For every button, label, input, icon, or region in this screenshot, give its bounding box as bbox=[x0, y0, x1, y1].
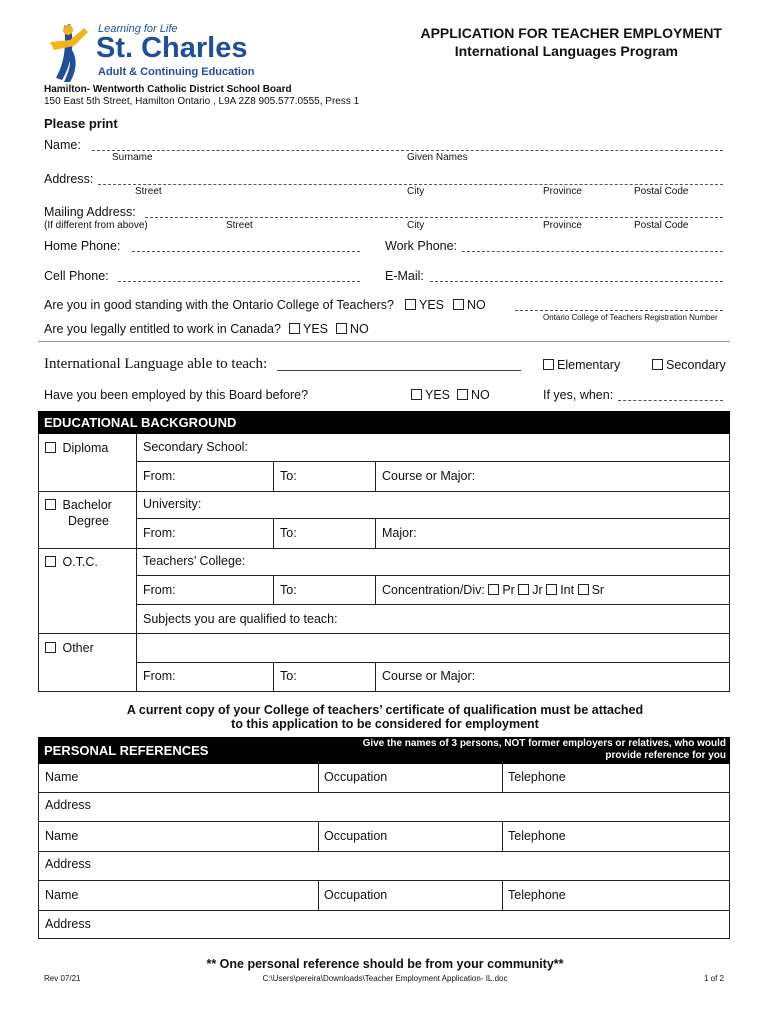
mailing-field[interactable] bbox=[145, 217, 723, 218]
legal-yes-option[interactable]: YES bbox=[289, 322, 328, 336]
language-field[interactable] bbox=[277, 370, 521, 371]
edu-from-to-divider bbox=[273, 662, 274, 692]
employed-no-option[interactable]: NO bbox=[457, 388, 490, 402]
ref-row-sep bbox=[38, 851, 730, 852]
education-header: EDUCATIONAL BACKGROUND bbox=[38, 411, 730, 434]
oct-number-caption: Ontario College of Teachers Registration Number bbox=[543, 313, 718, 322]
ref-col-divider bbox=[502, 764, 503, 792]
board-address: 150 East 5th Street, Hamilton Ontario , L9A 2Z8 905.577.0555, Press 1 bbox=[44, 96, 360, 107]
standing-yes-option[interactable]: YES bbox=[405, 298, 444, 312]
checkbox-icon bbox=[336, 323, 347, 334]
postal-caption: Postal Code bbox=[634, 186, 689, 197]
if-different-caption: (If different from above) bbox=[44, 220, 148, 231]
home-phone-field[interactable] bbox=[132, 251, 360, 252]
ref1-name-label: Name bbox=[45, 770, 79, 784]
ref-col-divider bbox=[318, 880, 319, 910]
employed-question: Have you been employed by this Board before? bbox=[44, 388, 309, 402]
legal-question: Are you legally entitled to work in Canada? bbox=[44, 322, 281, 336]
otc-from-label: From: bbox=[143, 583, 176, 597]
int-option[interactable]: Int bbox=[546, 583, 574, 597]
edu-from-to-divider bbox=[273, 518, 274, 548]
checkbox-icon bbox=[578, 584, 589, 595]
diploma-to-label: To: bbox=[280, 469, 297, 483]
oct-number-field[interactable] bbox=[515, 310, 723, 311]
street-caption: Street bbox=[135, 186, 162, 197]
other-to-label: To: bbox=[280, 669, 297, 683]
page-number: 1 of 2 bbox=[703, 974, 724, 983]
diploma-from-label: From: bbox=[143, 469, 176, 483]
edu-from-to-divider bbox=[273, 461, 274, 491]
edu-inner-sep bbox=[136, 575, 730, 576]
checkbox-icon bbox=[45, 442, 56, 453]
work-phone-field[interactable] bbox=[462, 251, 723, 252]
bachelor-from-label: From: bbox=[143, 526, 176, 540]
ref1-address-label: Address bbox=[45, 798, 91, 812]
surname-caption: Surname bbox=[112, 152, 153, 163]
divider bbox=[38, 341, 730, 342]
given-names-caption: Given Names bbox=[407, 152, 468, 163]
other-from-label: From: bbox=[143, 669, 176, 683]
pr-option[interactable]: Pr bbox=[488, 583, 515, 597]
board-name: Hamilton- Wentworth Catholic District School Board bbox=[44, 84, 292, 95]
edu-row-sep bbox=[38, 633, 730, 634]
jr-option[interactable]: Jr bbox=[518, 583, 542, 597]
ref-col-divider bbox=[318, 821, 319, 851]
if-yes-when-field[interactable] bbox=[618, 400, 723, 401]
checkbox-icon bbox=[518, 584, 529, 595]
logo-sub: Adult & Continuing Education bbox=[98, 66, 255, 78]
otc-option[interactable]: O.T.C. bbox=[45, 555, 98, 569]
checkbox-icon bbox=[453, 299, 464, 310]
mailing-label: Mailing Address: bbox=[44, 205, 136, 219]
diploma-course-label: Course or Major: bbox=[382, 469, 476, 483]
cell-phone-field[interactable] bbox=[118, 281, 360, 282]
checkbox-icon bbox=[289, 323, 300, 334]
ref-row-sep bbox=[38, 910, 730, 911]
email-field[interactable] bbox=[430, 281, 723, 282]
form-subtitle: International Languages Program bbox=[454, 43, 678, 59]
if-yes-when-label: If yes, when: bbox=[543, 388, 614, 402]
edu-to-course-divider bbox=[375, 461, 376, 491]
ref-row-sep bbox=[38, 880, 730, 881]
mailing-street-caption: Street bbox=[226, 220, 253, 231]
ref2-address-label: Address bbox=[45, 857, 91, 871]
checkbox-icon bbox=[45, 642, 56, 653]
legal-no-option[interactable]: NO bbox=[336, 322, 369, 336]
concentration-row bbox=[382, 583, 604, 597]
other-course-label: Course or Major: bbox=[382, 669, 476, 683]
edu-to-course-divider bbox=[375, 662, 376, 692]
checkbox-icon bbox=[45, 499, 56, 510]
edu-inner-sep bbox=[136, 461, 730, 462]
subjects-label: Subjects you are qualified to teach: bbox=[143, 612, 338, 626]
standing-question: Are you in good standing with the Ontario College of Teachers? bbox=[44, 298, 394, 312]
ref1-telephone-label: Telephone bbox=[508, 770, 566, 784]
ref2-telephone-label: Telephone bbox=[508, 829, 566, 843]
ref3-occupation-label: Occupation bbox=[324, 888, 388, 902]
mailing-postal-caption: Postal Code bbox=[634, 220, 689, 231]
references-note-2: provide reference for you bbox=[605, 750, 726, 761]
notice-line1: A current copy of your College of teachers’ certificate of qualification must be attached bbox=[126, 703, 644, 717]
logo-tagline: Learning for Life bbox=[98, 23, 178, 35]
checkbox-icon bbox=[652, 359, 663, 370]
language-label: International Language able to teach: bbox=[44, 356, 268, 372]
revision: Rev 07/21 bbox=[44, 974, 81, 983]
standing-no-option[interactable]: NO bbox=[453, 298, 486, 312]
ref2-occupation-label: Occupation bbox=[324, 829, 388, 843]
mailing-province-caption: Province bbox=[543, 220, 582, 231]
university-label: University: bbox=[143, 497, 202, 511]
logo bbox=[44, 20, 254, 84]
notice-line2: to this application to be considered for employment bbox=[231, 717, 539, 731]
sr-option[interactable]: Sr bbox=[578, 583, 605, 597]
otc-to-label: To: bbox=[280, 583, 297, 597]
secondary-school-label: Secondary School: bbox=[143, 440, 248, 454]
checkbox-icon bbox=[488, 584, 499, 595]
ref3-telephone-label: Telephone bbox=[508, 888, 566, 902]
cell-phone-label: Cell Phone: bbox=[44, 269, 109, 283]
checkbox-icon bbox=[411, 389, 422, 400]
checkbox-icon bbox=[457, 389, 468, 400]
teachers-college-label: Teachers’ College: bbox=[143, 554, 246, 568]
bachelor-option[interactable]: Bachelor bbox=[45, 498, 112, 512]
email-label: E-Mail: bbox=[385, 269, 424, 283]
edu-inner-sep bbox=[136, 604, 730, 605]
logo-name: St. Charles bbox=[96, 32, 248, 64]
name-label: Name: bbox=[44, 138, 81, 152]
ref2-name-label: Name bbox=[45, 829, 79, 843]
bachelor-major-label: Major: bbox=[382, 526, 417, 540]
bachelor-option-line2: Degree bbox=[68, 514, 109, 528]
city-caption: City bbox=[407, 186, 425, 197]
edu-to-course-divider bbox=[375, 575, 376, 604]
bachelor-to-label: To: bbox=[280, 526, 297, 540]
diploma-option[interactable]: Diploma bbox=[45, 441, 108, 455]
community-note: ** One personal reference should be from your community** bbox=[206, 957, 564, 971]
edu-inner-sep bbox=[136, 662, 730, 663]
checkbox-icon bbox=[543, 359, 554, 370]
form-title: APPLICATION FOR TEACHER EMPLOYMENT bbox=[420, 25, 722, 41]
references-header: PERSONAL REFERENCES Give the names of 3 persons, NOT former employers or relatives, who would provide reference for you bbox=[38, 737, 730, 764]
ref-row-sep bbox=[38, 792, 730, 793]
secondary-option[interactable]: Secondary bbox=[652, 358, 726, 372]
ref-col-divider bbox=[502, 821, 503, 851]
ref1-occupation-label: Occupation bbox=[324, 770, 388, 784]
ref-col-divider bbox=[318, 764, 319, 792]
work-phone-label: Work Phone: bbox=[385, 239, 458, 253]
mailing-city-caption: City bbox=[407, 220, 425, 231]
name-field[interactable] bbox=[92, 150, 723, 151]
ref-col-divider bbox=[502, 880, 503, 910]
elementary-option[interactable]: Elementary bbox=[543, 358, 620, 372]
edu-from-to-divider bbox=[273, 575, 274, 604]
province-caption: Province bbox=[543, 186, 582, 197]
address-label: Address: bbox=[44, 172, 94, 186]
edu-row-sep bbox=[38, 491, 730, 492]
other-option[interactable]: Other bbox=[45, 641, 94, 655]
employed-yes-option[interactable]: YES bbox=[411, 388, 450, 402]
file-path: C:\Users\pereira\Downloads\Teacher Employment Application- IL.doc bbox=[262, 974, 508, 983]
checkbox-icon bbox=[546, 584, 557, 595]
edu-row-sep bbox=[38, 548, 730, 549]
edu-inner-sep bbox=[136, 518, 730, 519]
ref3-name-label: Name bbox=[45, 888, 79, 902]
logo-figure-icon bbox=[44, 20, 96, 84]
edu-to-course-divider bbox=[375, 518, 376, 548]
checkbox-icon bbox=[405, 299, 416, 310]
ref-row-sep bbox=[38, 821, 730, 822]
ref3-address-label: Address bbox=[45, 917, 91, 931]
edu-col-divider bbox=[136, 434, 137, 692]
concentration-label: Concentration/Div: bbox=[382, 583, 485, 597]
references-note-1: Give the names of 3 persons, NOT former employers or relatives, who would bbox=[362, 738, 726, 749]
address-field[interactable] bbox=[98, 184, 723, 185]
home-phone-label: Home Phone: bbox=[44, 239, 121, 253]
checkbox-icon bbox=[45, 556, 56, 567]
please-print: Please print bbox=[44, 116, 118, 131]
